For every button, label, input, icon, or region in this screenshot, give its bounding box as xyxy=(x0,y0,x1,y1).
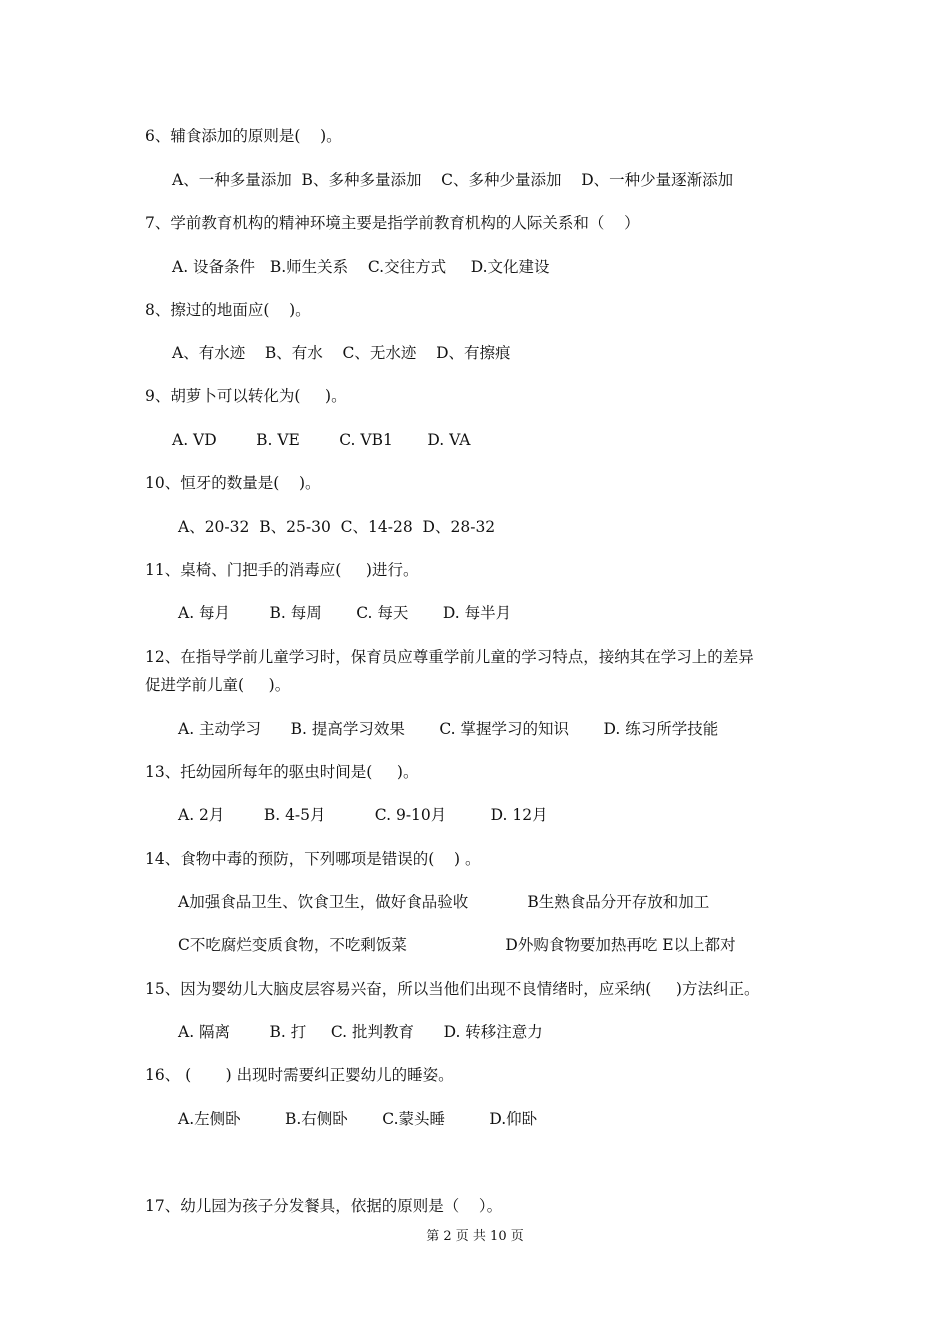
question-8-options: A、有水迹 B、有水 C、无水迹 D、有擦痕 xyxy=(172,344,511,362)
page-footer: 第 2 页 共 10 页 xyxy=(426,1229,524,1244)
question-14-options-row1: A加强食品卫生、饮食卫生，做好食品验收 B生熟食品分开存放和加工 xyxy=(178,893,710,911)
question-8: 8、擦过的地面应( )。 xyxy=(145,301,311,319)
question-6-options: A、一种多量添加 B、多种多量添加 C、多种少量添加 D、一种少量逐渐添加 xyxy=(172,171,734,189)
question-15-options: A. 隔离 B. 打 C. 批判教育 D. 转移注意力 xyxy=(178,1023,543,1041)
question-11: 11、桌椅、门把手的消毒应( )进行。 xyxy=(145,561,419,579)
question-13: 13、托幼园所每年的驱虫时间是( )。 xyxy=(145,763,419,781)
question-10-options: A、20-32 B、25-30 C、14-28 D、28-32 xyxy=(178,518,496,536)
question-7-options: A. 设备条件 B.师生关系 C.交往方式 D.文化建设 xyxy=(172,258,550,276)
question-15: 15、因为婴幼儿大脑皮层容易兴奋，所以当他们出现不良情绪时，应采纳( )方法纠正。 xyxy=(145,980,760,998)
question-7: 7、学前教育机构的精神环境主要是指学前教育机构的人际关系和（ ） xyxy=(145,214,640,232)
question-16-options: A.左侧卧 B.右侧卧 C.蒙头睡 D.仰卧 xyxy=(178,1110,538,1128)
question-16: 16、 ( ) 出现时需要纠正婴幼儿的睡姿。 xyxy=(145,1066,454,1084)
question-13-options: A. 2月 B. 4-5月 C. 9-10月 D. 12月 xyxy=(178,806,548,824)
question-14: 14、食物中毒的预防，下列哪项是错误的( ) 。 xyxy=(145,850,481,868)
question-12: 12、在指导学前儿童学习时，保育员应尊重学前儿童的学习特点，接纳其在学习上的差异 xyxy=(145,648,754,666)
question-17: 17、幼儿园为孩子分发餐具，依据的原则是（ ）。 xyxy=(145,1197,503,1215)
question-10: 10、恒牙的数量是( )。 xyxy=(145,474,321,492)
question-9: 9、胡萝卜可以转化为( )。 xyxy=(145,387,347,405)
question-12-continued: 促进学前儿童( )。 xyxy=(145,676,291,694)
question-14-options-row2: C不吃腐烂变质食物，不吃剩饭菜 D外购食物要加热再吃 E以上都对 xyxy=(178,936,736,954)
question-11-options: A. 每月 B. 每周 C. 每天 D. 每半月 xyxy=(178,604,512,622)
question-9-options: A. VD B. VE C. VB1 D. VA xyxy=(172,431,471,449)
question-12-options: A. 主动学习 B. 提高学习效果 C. 掌握学习的知识 D. 练习所学技能 xyxy=(178,720,719,738)
question-6: 6、辅食添加的原则是( )。 xyxy=(145,127,342,145)
